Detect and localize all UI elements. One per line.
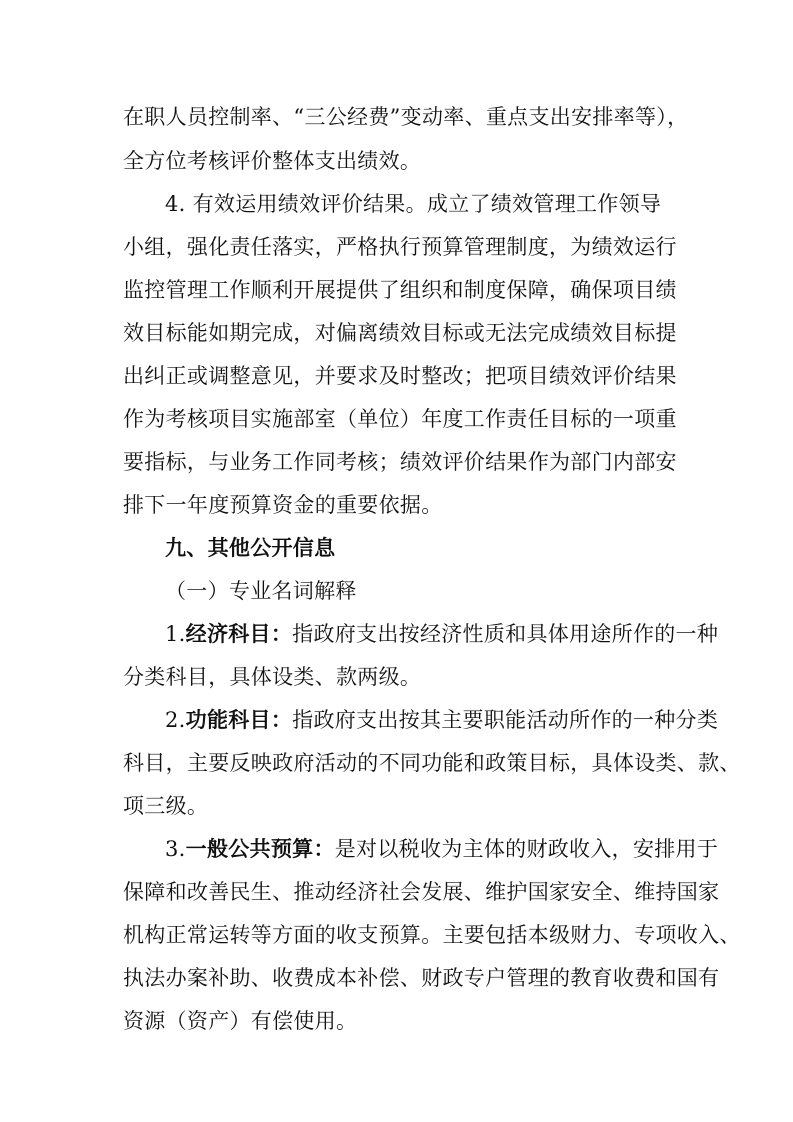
term-definition: 指政府支出按其主要职能活动所作的一种分类 [292, 708, 719, 732]
paragraph-line: 监控管理工作顺利开展提供了组织和制度保障，确保项目绩 [123, 278, 677, 302]
paragraph-line: 机构正常运转等方面的收支预算。主要包括本级财力、专项收入、 [123, 923, 741, 947]
paragraph-line: 4. 有效运用绩效评价结果。成立了绩效管理工作领导 [165, 192, 662, 216]
term-item [165, 706, 718, 734]
section-subheading: （一）专业名词解释 [165, 579, 357, 603]
paragraph-line: 作为考核项目实施部室（单位）年度工作责任目标的一项重 [123, 407, 677, 431]
term-title: 功能科目： [185, 707, 293, 732]
term-definition: 是对以税收为主体的财政收入，安排用于 [334, 837, 719, 861]
paragraph-line: 要指标，与业务工作同考核；绩效评价结果作为部门内部安 [123, 450, 677, 474]
term-item [165, 835, 718, 863]
paragraph-line: 保障和改善民生、推动经济社会发展、维护国家安全、维持国家 [123, 880, 720, 904]
term-number: 1. [165, 622, 186, 646]
paragraph-line: 小组，强化责任落实，严格执行预算管理制度，为绩效运行 [123, 235, 677, 259]
term-number: 2. [165, 708, 186, 732]
paragraph-line: 项三级。 [123, 794, 209, 818]
term-item [165, 620, 718, 648]
paragraph-line: 分类科目，具体设类、款两级。 [123, 665, 422, 689]
paragraph-line: 科目，主要反映政府活动的不同功能和政策目标，具体设类、款、 [123, 751, 741, 775]
paragraph-line: 资源（资产）有偿使用。 [123, 1009, 358, 1033]
paragraph-line: 排下一年度预算资金的重要依据。 [123, 493, 443, 517]
paragraph-line: 在职人员控制率、“三公经费”变动率、重点支出安排率等）， [123, 105, 689, 129]
term-title: 经济科目： [185, 621, 293, 646]
term-definition: 指政府支出按经济性质和具体用途所作的一种 [292, 622, 719, 646]
paragraph-line: 效目标能如期完成，对偏离绩效目标或无法完成绩效目标提 [123, 321, 677, 345]
term-title: 一般公共预算： [185, 836, 335, 861]
paragraph-line: 全方位考核评价整体支出绩效。 [123, 149, 422, 173]
section-heading: 九、其他公开信息 [165, 536, 336, 560]
paragraph-line: 出纠正或调整意见，并要求及时整改；把项目绩效评价结果 [123, 364, 677, 388]
term-number: 3. [165, 837, 186, 861]
paragraph-line: 执法办案补助、收费成本补偿、财政专户管理的教育收费和国有 [123, 966, 720, 990]
